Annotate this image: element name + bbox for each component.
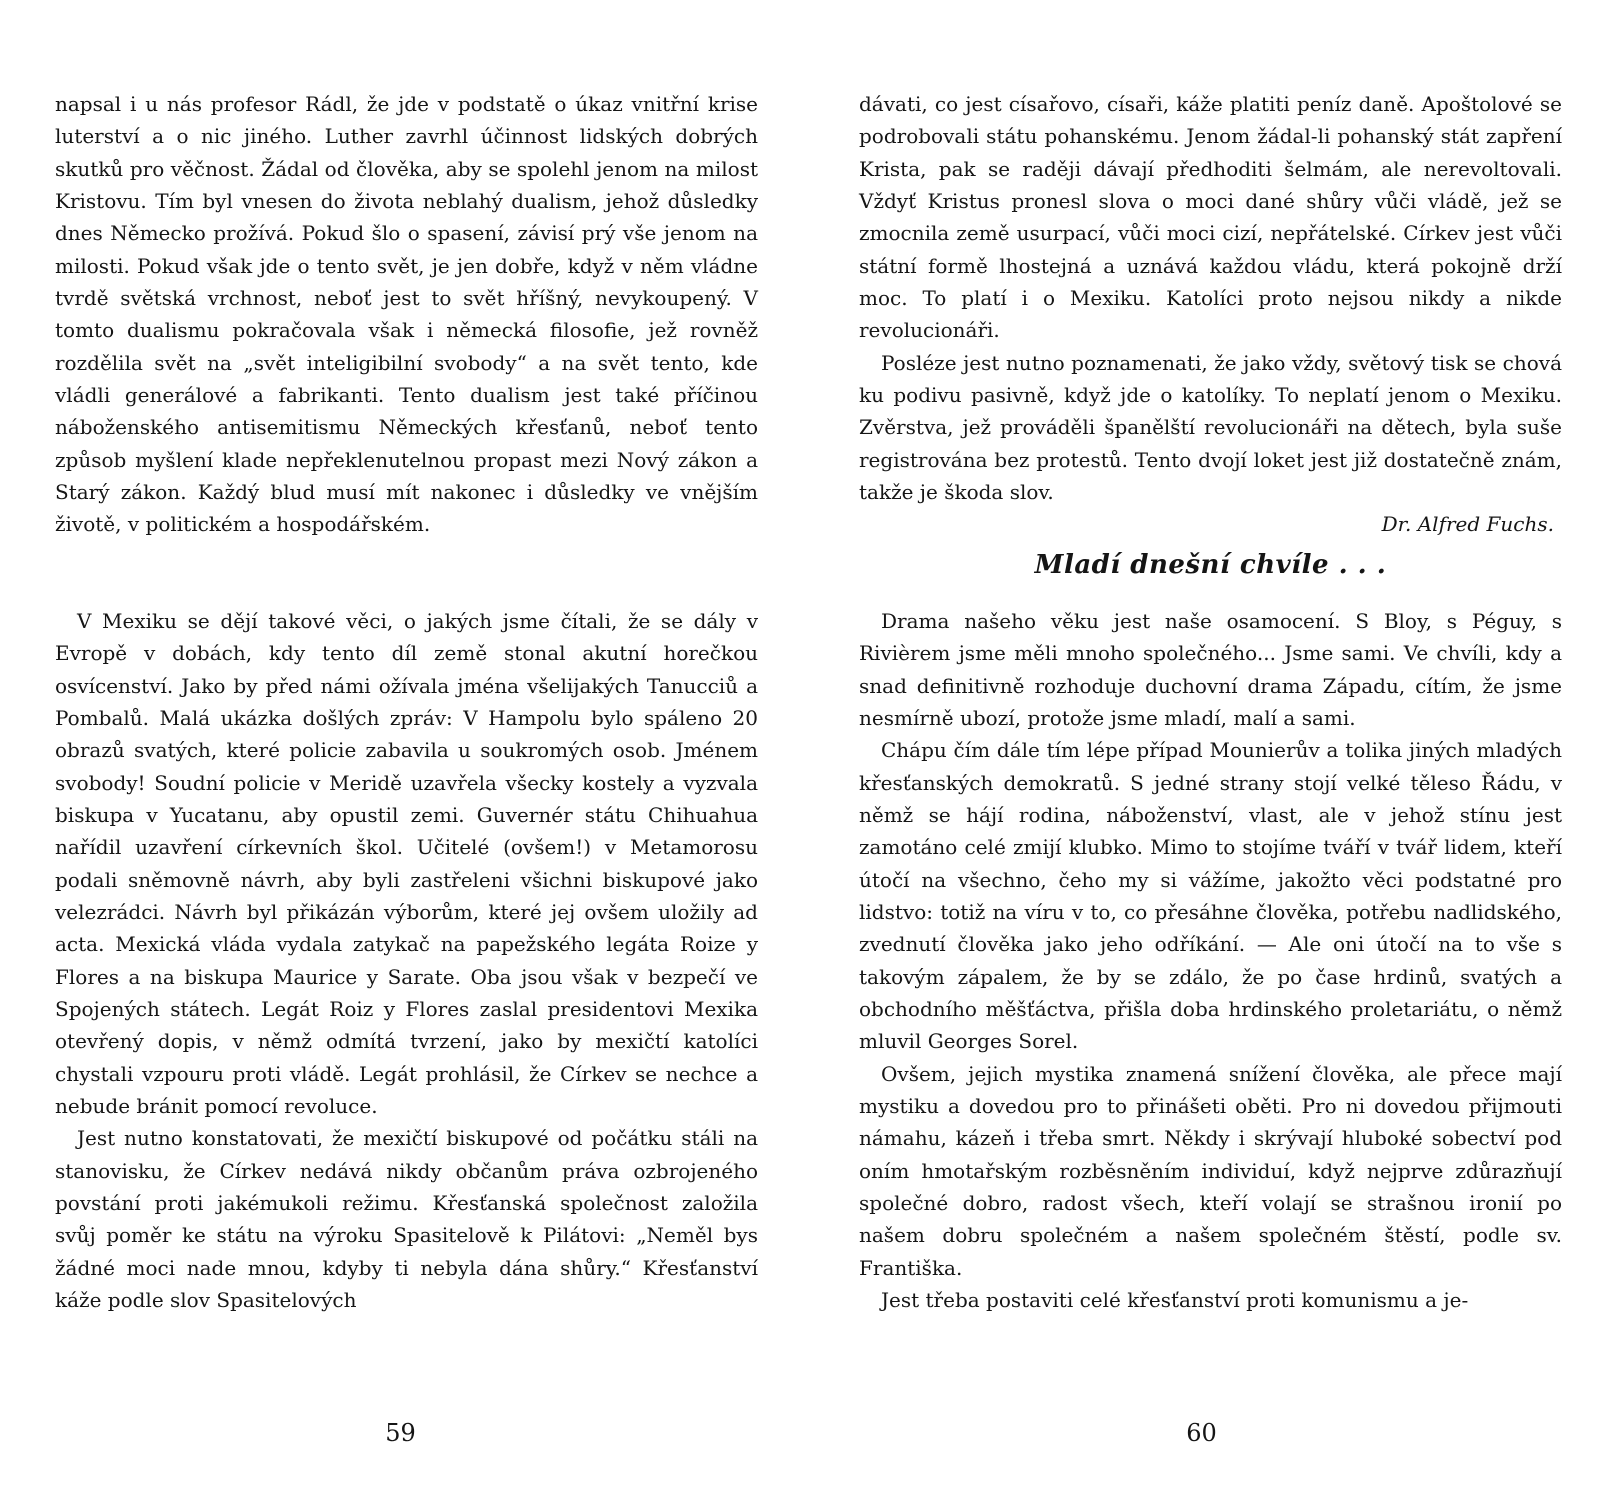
paragraph: Jest třeba postaviti celé křesťanství proti komunismu a je- (881, 1288, 1469, 1313)
paragraph: napsal i u nás profesor Rádl, že jde v podstatě o úkaz vnitřní krise luterství a o nic jiného. Luther zavrhl účinnost lidských dobrých skutků pro věčnost. Žádal od člověka, aby se spolehl jenom na milost Kristovu. Tím byl vnesen do života neblahý dualism, jehož důsledky dnes Německo prožívá. Pokud šlo o spasení, závisí prý vše jenom na milosti. Pokud však jde o tento svět, je jen dobře, když v něm vládne tvrdě světská vrchnost, neboť jest to svět hříšný, nevykoupený. V tomto dualismu pokračovala však i německá filosofie, jež rovněž rozdělila svět na „svět inteligibilní svobody“ a na svět tento, kde vládli generálové a fabrikanti. Tento dualism jest také příčinou náboženského antisemitismu Německých křesťanů, neboť tento způsob myšlení klade nepřeklenutelnou propast mezi Nový zákon a Starý zákon. Každý blud musí mít nakonec i důsledky ve vnějším životě, v politickém a hospodářském. (55, 92, 758, 537)
left-page-text (55, 88, 758, 1316)
right-page (801, 0, 1602, 1500)
article-heading: Mladí dnešní chvíle . . . (1034, 549, 1387, 580)
paragraph: dávati, co jest císařovo, císaři, káže platiti peníz daně. Apoštolové se podrobovali státu pohanskému. Jenom žádal-li pohanský stát zapření Krista, pak se raději dávají předhoditi šelmám, ale nerevoltovali. Vždyť Kristus pronesl slova o moci dané shůry vůči vládě, jež se zmocnila země usurpací, vůči moci cizí, nepřátelské. Církev jest vůči státní formě lhostejná a uznává každou vládu, která pokojně drží moc. To platí i o Mexiku. Katolíci proto nejsou nikdy a nikde revolucionáři. (859, 92, 1562, 343)
paragraph: Drama našeho věku jest naše osamocení. S Bloy, s Péguy, s Rivièrem jsme měli mnoho společného... Jsme sami. Ve chvíli, kdy a snad definitivně rozhoduje duchovní drama Západu, cítím, že jsme nesmírně ubozí, protože jsme mladí, malí a sami. (859, 608, 1562, 730)
page-number: 59 (385, 1419, 416, 1447)
paragraph: Chápu čím dále tím lépe případ Mounierův a tolika jiných mladých křesťanských demokratů. S jedné strany stojí velké těleso Řádu, v němž se hájí rodina, náboženství, vlast, ale v jehož stínu jest zamotáno celé zmijí klubko. Mimo to stojíme tváří v tvář lidem, kteří útočí na všechno, čeho my si vážíme, jakožto věci podstatné pro lidstvo: totiž na víru v to, co přesáhne člověka, potřebu nadlidského, zvednutí člověka jako jeho odříkání. — Ale oni útočí na to vše s takovým zápalem, že by se zdálo, že po čase hrdinů, svatých a obchodního měšťáctva, přišla doba hrdinského proletariátu, o němž mluvil Georges Sorel. (859, 738, 1562, 1054)
author-signature: Dr. Alfred Fuchs. (1381, 512, 1554, 537)
paragraph: Jest nutno konstatovati, že mexičtí biskupové od počátku stáli na stanovisku, že Církev nedává nikdy občanům práva ozbrojeného povstání proti jakémukoli režimu. Křesťanská společnost založila svůj poměr ke státu na výroku Spasitelově k Pilátovi: „Neměl bys žádné moci nade mnou, kdyby ti nebyla dána shůry.“ Křesťanství káže podle slov Spasitelových (55, 1126, 758, 1313)
paragraph: V Mexiku se dějí takové věci, o jakých jsme čítali, že se dály v Evropě v dobách, kdy tento díl země stonal akutní horečkou osvícenství. Jako by před námi ožívala jména všelijakých Tanucciů a Pombalů. Malá ukázka došlých zpráv: V Hampolu bylo spáleno 20 obrazů svatých, které policie zabavila u soukromých osob. Jménem svobody! Soudní policie v Meridě uzavřela všecky kostely a vyzvala biskupa v Yucatanu, aby opustil zemi. Guvernér státu Chihuahua nařídil uzavření církevních škol. Učitelé (ovšem!) v Metamorosu podali sněmovně návrh, aby byli zastřeleni všichni biskupové jako velezrádci. Návrh byl přikázán výborům, které jej ovšem uložily ad acta. Mexická vláda vydala zatykač na papežského legáta Roize y Flores a na biskupa Maurice y Sarate. Oba jsou však v bezpečí ve Spojených státech. Legát Roiz y Flores zaslal presidentovi Mexika otevřený dopis, v němž odmítá tvrzení, jako by mexičtí katolíci chystali vzpouru proti vládě. Legát prohlásil, že Církev se nechce a nebude bránit pomocí revoluce. (55, 608, 758, 1118)
paragraph: Posléze jest nutno poznamenati, že jako vždy, světový tisk se chová ku podivu pasivně, když jde o katolíky. To neplatí jenom o Mexiku. Zvěrstva, jež prováděli španělští revolucionáři na dětech, byla suše registrována bez protestů. Tento dvojí loket jest již dostatečně znám, takže je škoda slov. (859, 350, 1562, 505)
paragraph: Ovšem, jejich mystika znamená snížení člověka, ale přece mají mystiku a dovedou pro to přinášeti oběti. Pro ni dovedou přijmouti námahu, kázeň i třeba smrt. Někdy i skrývají hluboké sobectví pod oním hmotařským rozběsněním individuí, když nejprve zdůrazňují společné dobro, radost všech, kteří volají se strašnou ironií po našem dobru společném a našem společném štěstí, podle sv. Františka. (859, 1061, 1562, 1280)
right-page-text (859, 88, 1562, 1316)
page-number: 60 (1186, 1419, 1217, 1447)
section-gap (55, 541, 758, 605)
